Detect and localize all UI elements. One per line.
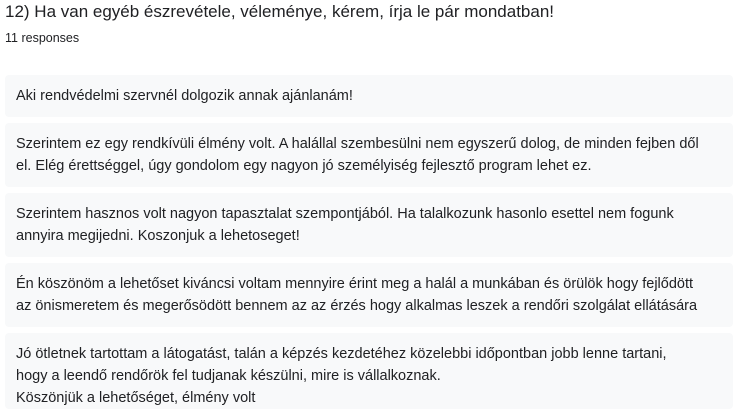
response-count: 11 responses xyxy=(5,31,80,45)
response-item: Szerintem ez egy rendkívüli élmény volt. A halállal szembesülni nem egyszerű dolog, de minden fejben dől el. Elég érettséggel, úgy gondolom egy nagyon jó személyiség fejlesztő program lehet ez. xyxy=(5,123,733,187)
response-item: Jó ötletnek tartottam a látogatást, talán a képzés kezdetéhez közelebbi időpontban jobb lenne tartani, hogy a leendő rendőrök fel tudjanak készülni, mire is vállalkoznak. Köszönjük a lehetőséget, élmény volt xyxy=(5,333,733,409)
question-title: 12) Ha van egyéb észrevétele, véleménye, kérem, írja le pár mondatban! xyxy=(5,2,555,21)
response-item: Szerintem hasznos volt nagyon tapasztalat szempontjából. Ha talalkozunk hasonlo esettel nem fogunk annyira megijedni. Koszonjuk a lehetoseget! xyxy=(5,193,733,257)
response-list xyxy=(5,75,733,409)
response-item: Aki rendvédelmi szervnél dolgozik annak ajánlanám! xyxy=(5,75,733,117)
response-item: Én köszönöm a lehetőset kiváncsi voltam mennyire érint meg a halál a munkában és örülök hogy fejlődött az önismeretem és megerősödött bennem az az érzés hogy alkalmas leszek a rendőri szolgálat ellátására xyxy=(5,263,733,327)
